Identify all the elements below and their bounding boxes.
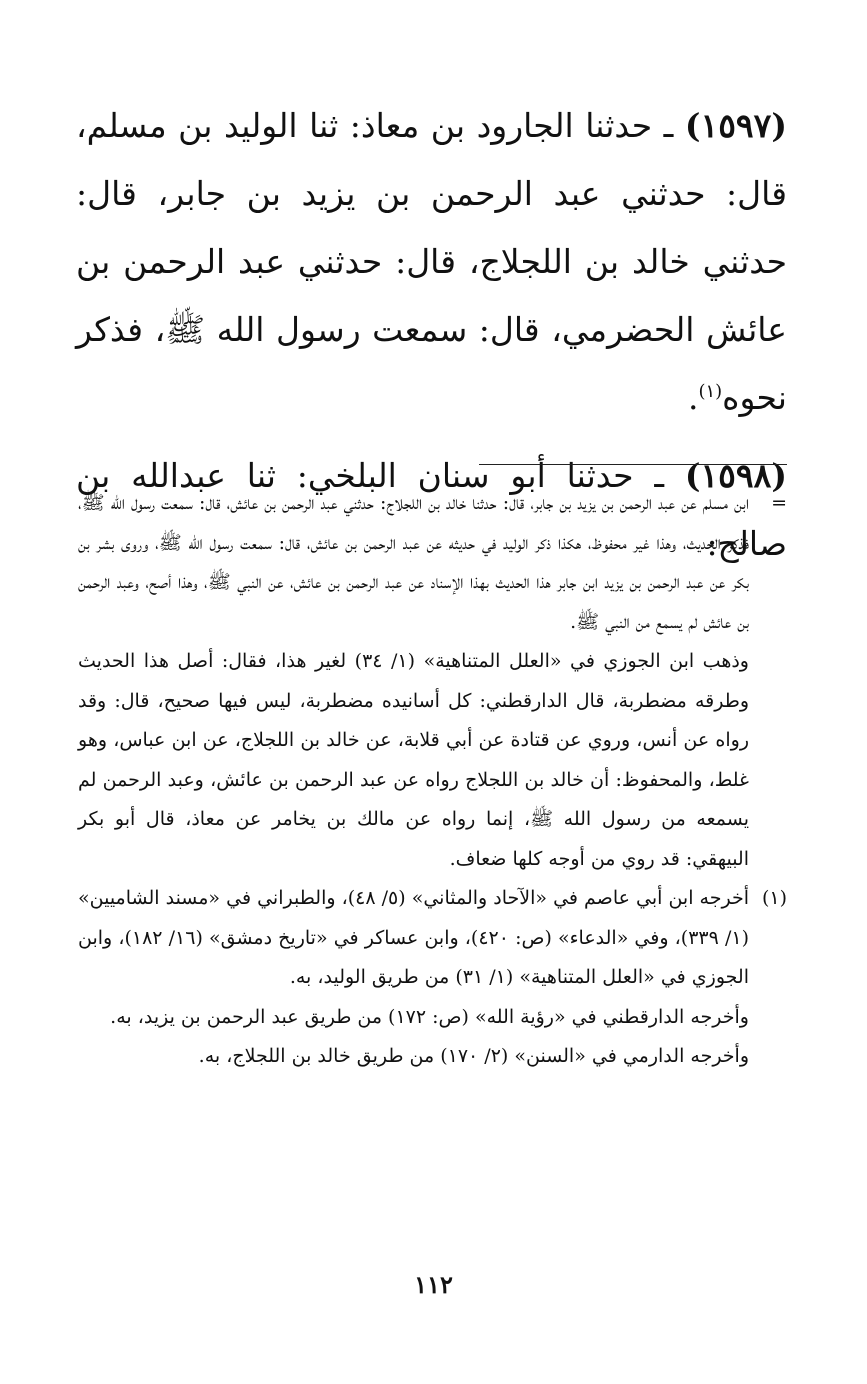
footnotes — [78, 484, 787, 1077]
footnote-paragraph: وذهب ابن الجوزي في «العلل المتناهية» (١/ ٣٤) لغير هذا، فقال: أصل هذا الحديث وطرقه مضطربة، قال الدارقطني: كل أسانيده مضطربة، ليس فيها صحيح، قال: وقد رواه عن أنس، وروي عن قتادة عن أبي قلابة، عن خالد بن اللجلاج، عن ابن عباس، وهو غلط، والمحفوظ: أن خالد بن اللجلاج رواه عن عبد الرحمن بن عائش، وعبد الرحمن لم يسمعه من رسول الله ﷺ، إنما رواه عن مالك بن يخامر عن معاذ، قال أبو بكر البيهقي: قد روي من أوجه كلها ضعاف. — [78, 650, 749, 870]
footnote-1 — [78, 879, 787, 1077]
hadith-number: (١٥٩٧) — [684, 106, 787, 145]
hadith-text-end: . — [687, 378, 699, 417]
footnote-continuation — [78, 484, 787, 879]
footnote-marker: (١) — [761, 887, 787, 909]
hadith-text: ـ حدثنا الجارود بن معاذ: ثنا الوليد بن مسلم، قال: حدثني عبد الرحمن بن يزيد بن جابر، قال: حدثني خالد بن اللجلاج، قال: حدثني عبد الرحمن بن عائش الحضرمي، قال: سمعت رسول الله ﷺ، فذكر نحوه — [76, 106, 787, 417]
hadith-1597 — [76, 92, 787, 432]
continuation-marker: = — [771, 492, 787, 514]
footnote-paragraph: وأخرجه الدارقطني في «رؤية الله» (ص: ١٧٢) من طريق عبد الرحمن بن يزيد، به. — [110, 1005, 749, 1028]
page-number: ١١٢ — [414, 1270, 453, 1299]
hadith-text: ـ حدثنا أبو سنان البلخي: ثنا عبدالله بن صالح: — [76, 456, 787, 563]
footnote-reference[interactable]: (١) — [698, 381, 723, 402]
hadith-number: (١٥٩٨) — [684, 456, 787, 495]
footnote-paragraph: ابن مسلم عن عبد الرحمن بن يزيد بن جابر، قال: حدثنا خالد بن اللجلاج: حدثني عبد الرحمن بن عائش، قال: سمعت رسول الله ﷺ، فذكر الحديث، وهذا غير محفوظ، هكذا ذكر الوليد في حديثه عن عبد الرحمن بن عائش، قال: سمعت رسول الله ﷺ، وروى بشر بن بكر عن عبد الرحمن بن يزيد ابن جابر هذا الحديث بهذا الإسناد عن عبد الرحمن بن عائش، عن النبي ﷺ، وهذا أصح، وعبد الرحمن بن عائش لم يسمع من النبي ﷺ. — [78, 492, 749, 633]
footnote-separator — [479, 464, 787, 465]
footnote-paragraph: أخرجه ابن أبي عاصم في «الآحاد والمثاني» (٥/ ٤٨)، والطبراني في «مسند الشاميين» (١/ ٣٣٩)، وفي «الدعاء» (ص: ٤٢٠)، وابن عساكر في «تاريخ دمشق» (١٦/ ١٨٢)، وابن الجوزي في «العلل المتناهية» (١/ ٣١) من طريق الوليد، به. — [78, 887, 749, 988]
footnote-paragraph: وأخرجه الدارمي في «السنن» (٢/ ١٧٠) من طريق خالد بن اللجلاج، به. — [198, 1045, 749, 1067]
